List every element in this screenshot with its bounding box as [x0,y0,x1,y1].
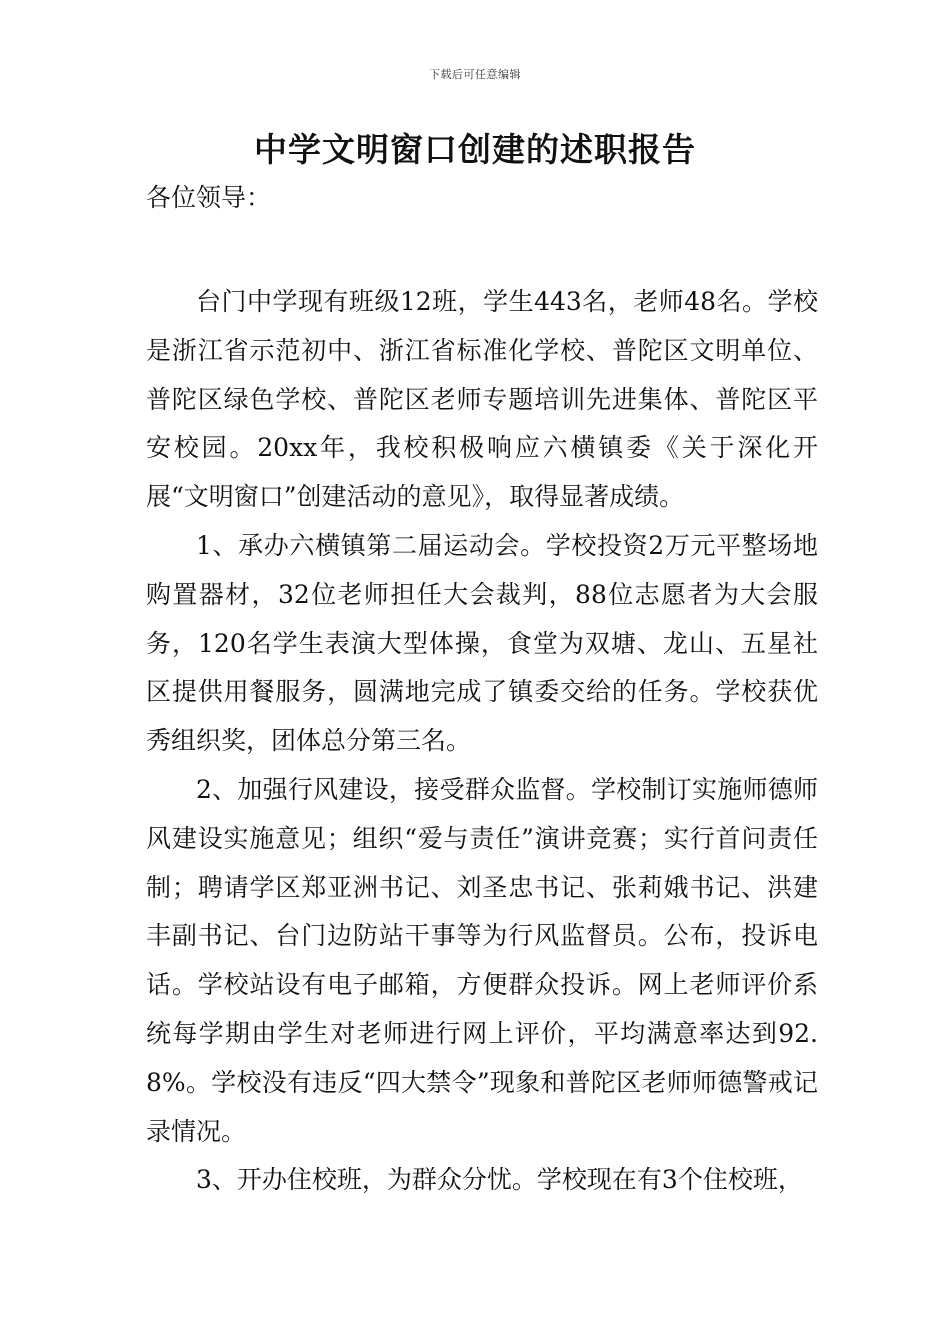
body-text [146,278,818,1205]
document-title: 中学文明窗口创建的述职报告 [254,130,696,169]
salutation: 各位领导： [146,183,272,212]
paragraph-intro: 台门中学现有班级12班，学生443名，老师48名。学校是浙江省示范初中、浙江省标准化学校、普陀区文明单位、普陀区绿色学校、普陀区老师专题培训先进集体、普陀区平安校园。20xx年，我校积极响应六横镇委《关于深化开展“文明窗口”创建活动的意见》，取得显著成绩。 [146,287,818,512]
header-note: 下载后可任意编辑 [429,68,521,81]
paragraph-item-1: 1、承办六横镇第二届运动会。学校投资2万元平整场地购置器材，32位老师担任大会裁判，88位志愿者为大会服务，120名学生表演大型体操，食堂为双塘、龙山、五星社区提供用餐服务，圆满地完成了镇委交给的任务。学校获优秀组织奖，团体总分第三名。 [146,530,818,756]
paragraph-item-3: 3、开办住校班，为群众分忧。学校现在有3个住校班， [196,1165,803,1195]
paragraph-item-2: 2、加强行风建设，接受群众监督。学校制订实施师德师风建设实施意见；组织“爱与责任”演讲竞赛；实行首问责任制；聘请学区郑亚洲书记、刘圣忠书记、张莉娥书记、洪建丰副书记、台门边防站干事等为行风监督员。公布，投诉电话。学校站设有电子邮箱，方便群众投诉。网上老师评价系统每学期由学生对老师进行网上评价，平均满意率达到92.8%。学校没有违反“四大禁令”现象和普陀区老师师德警戒记录情况。 [146,774,818,1146]
